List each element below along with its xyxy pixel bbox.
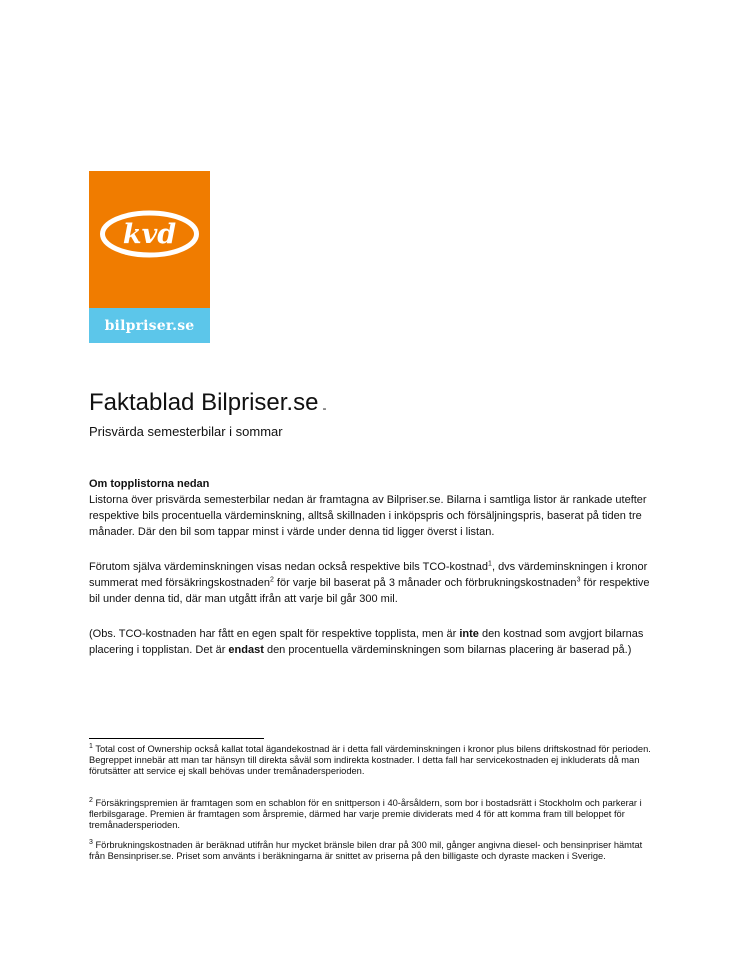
footnote-1: $^1$ Total cost of Ownership också kallat total ägandekostnad är i detta fall värdeminskningen i kronor plus bilens driftskostnad för perioden. Begreppet innebär att man tar hänsyn till direkta såväl som indirekta kostnader. I detta fall har servicekostnaden ej inkluderats då man förutsätter att service ej skall behövas under tremånadersperioden. (89, 742, 651, 776)
emphasis-inte: inte (459, 628, 479, 640)
paragraph-1: Listorna över prisvärda semesterbilar nedan är framtagna av Bilpriser.se. Bilarna i samtliga listor är rankade utefter respektive bils procentuella värdeminskning, alltså skillnaden i inköpspris och försäljningspris, baserat på tiden tre månader. Där den bil som tappar minst i värde under denna tid ligger överst i listan. (89, 494, 647, 538)
title-dash: - (322, 401, 327, 415)
logo-orange-panel (89, 171, 210, 308)
kvd-bilpriser-logo (89, 171, 210, 343)
svg-text:kvd: kvd (122, 219, 177, 250)
footnote-ref-3[interactable]: 3 (576, 576, 581, 584)
section-heading: Om topplistorna nedan (89, 478, 210, 490)
logo-blue-band (89, 308, 210, 343)
page-title: Faktablad Bilpriser.se - (89, 389, 327, 416)
paragraph-3: (Obs. TCO-kostnaden har fått en egen spalt för respektive topplista, men är inte den kostnad som avgjort bilarnas placering i topplistan. Det är endast den procentuella värdeminskningen som bilarnas placering är baserad på.) (89, 628, 644, 656)
footnote-3: $^3$ Förbrukningskostnaden är beräknad utifrån hur mycket bränsle bilen drar på 300 mil, gånger angivna diesel- och bensinpriser hämtat från Bensinpriser.se. Priset som använts i beräkningarna är snittet av priserna på den billigaste och dyraste macken i Sverige. (89, 838, 643, 861)
footnote-ref-1[interactable]: 1 (488, 560, 492, 568)
emphasis-endast: endast (228, 644, 264, 656)
footnote-2: $^2$ Försäkringspremien är framtagen som en schablon för en snittperson i 40-årsåldern, som bor i bostadsrätt i Stockholm och parkerar i flerbilsgarage. Premien är framtagen som årspremie, därmed har varje premie dividerats med 4 för att komma fram till beloppet för tremånadersperioden. (89, 796, 642, 830)
page-subtitle: Prisvärda semesterbilar i sommar (89, 424, 283, 439)
kvd-logo-mark (99, 209, 200, 259)
paragraph-2: Förutom själva värdeminskningen visas nedan också respektive bils TCO-kostnad$^1$, dvs värdeminskningen i kronor summerat med försäkringskostnaden$^2$ för varje bil baserat på 3 månader och förbrukningskostnaden$^3$ för respektive bil under denna tid, där man utgått ifrån att varje bil går 300 mil. (89, 560, 650, 605)
logo-site-text: bilpriser.se (104, 317, 195, 334)
footnote-separator (89, 738, 264, 739)
footnote-ref-2[interactable]: 2 (269, 576, 274, 584)
